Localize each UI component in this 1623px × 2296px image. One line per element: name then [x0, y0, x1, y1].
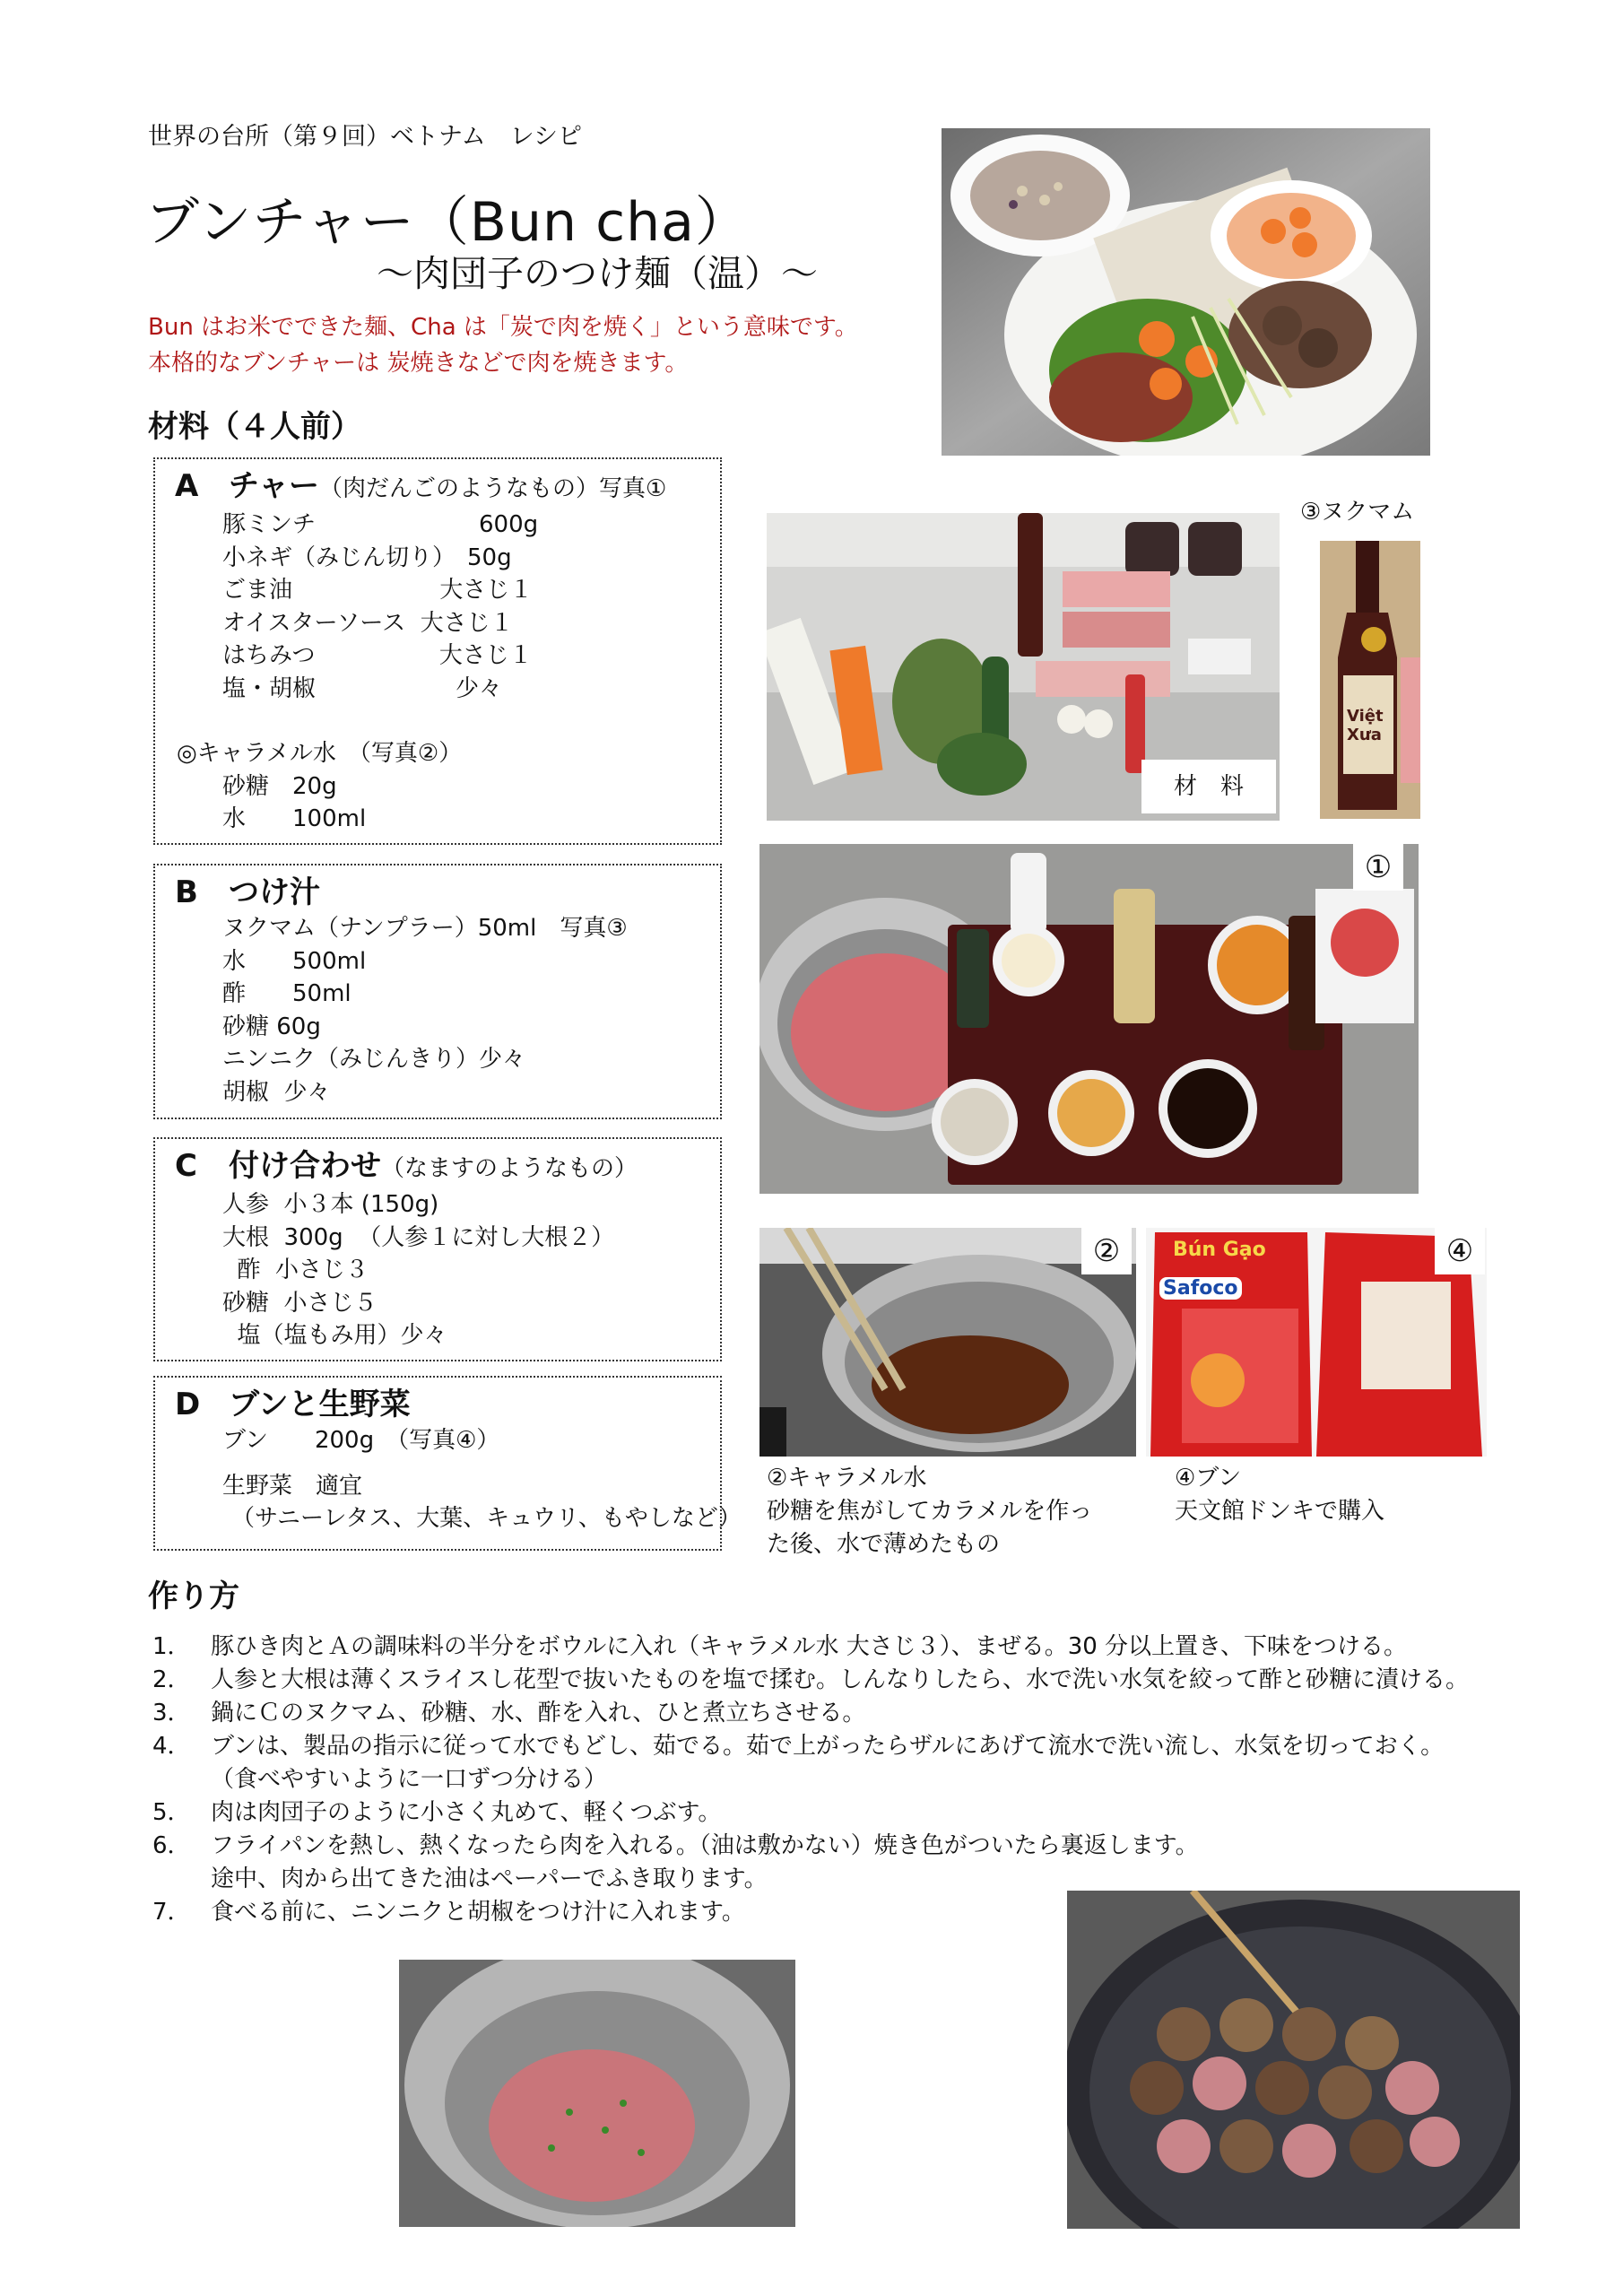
- nuoc-mam-bottle-illustration: [1320, 541, 1420, 819]
- nuoc-mam-label: ③ヌクマム: [1300, 499, 1415, 526]
- step-item: [152, 1697, 1551, 1730]
- step-item: [152, 1730, 1551, 1763]
- caramel-water-items: [155, 770, 720, 836]
- seasoning-tray-illustration: [759, 844, 1419, 1194]
- step-text: 人参と大根は薄くスライスし花型で抜いたものを塩で揉む。しんなりしたら、水で洗い水気を絞って酢と砂糖に漬ける。: [211, 1666, 1469, 1693]
- section-name: つけ汁: [229, 874, 320, 910]
- noodle-maker-text: Safoco: [1159, 1277, 1242, 1300]
- section-a-items: [155, 509, 720, 705]
- ingredients-photo-label: 材 料: [1141, 760, 1276, 813]
- page-subtitle: ～肉団子のつけ麺（温）～: [377, 252, 818, 295]
- section-letter: C: [175, 1148, 197, 1184]
- ingredient-item: 人参 小３本 (150g): [222, 1191, 439, 1218]
- nuoc-mam-bottle-photo: [1320, 541, 1420, 819]
- caption-line: 砂糖を焦がしてカラメルを作っ: [767, 1498, 1093, 1525]
- ingredient-item: 生野菜 適宜: [222, 1472, 363, 1500]
- step-number: 2．: [152, 1666, 191, 1693]
- ingredient-item: はちみつ 大さじ１: [222, 642, 533, 669]
- ingredients-heading: 材料（４人前）: [148, 409, 361, 445]
- ingredient-item: 水 100ml: [222, 805, 367, 832]
- frying-pan-photo: [1067, 1891, 1520, 2229]
- seasoning-tray-photo: [759, 844, 1419, 1194]
- step-text: 肉は肉団子のように小さく丸めて、軽くつぶす。: [211, 1799, 722, 1826]
- caption-line: 天文館ドンキで購入: [1175, 1498, 1385, 1525]
- section-d-heading: [155, 1385, 720, 1424]
- ingredient-item: 塩・胡椒 少々: [222, 674, 503, 702]
- intro-text: [148, 309, 858, 381]
- caption-bun: [1175, 1462, 1384, 1528]
- step-continuation: 途中、肉から出てきた油はペーパーでふき取ります。: [211, 1866, 768, 1892]
- caption-line: ④ブン: [1175, 1465, 1242, 1492]
- section-note: （なますのようなもの）: [381, 1155, 638, 1182]
- caramel-water-photo: [759, 1228, 1136, 1457]
- intro-line: 本格的なブンチャーは 炭焼きなどで肉を焼きます。: [148, 350, 689, 377]
- caption-caramel-water: [767, 1462, 1092, 1561]
- caption-line: ②キャラメル水: [767, 1465, 927, 1492]
- ingredient-item: 塩（塩もみ用）少々: [222, 1322, 447, 1349]
- step-text: 鍋にＣのヌクマム、砂糖、水、酢を入れ、ひと煮立ちさせる。: [211, 1700, 866, 1726]
- finished-dish-photo: [942, 128, 1430, 456]
- step-item: [152, 1664, 1551, 1697]
- ingredients-photo: [767, 513, 1280, 821]
- caramel-water-title: ◎キャラメル水 （写真②）: [177, 740, 463, 767]
- section-letter: B: [175, 874, 198, 910]
- photo-badge-2: ②: [1081, 1228, 1132, 1274]
- ingredient-item: 酢 50ml: [222, 980, 352, 1007]
- step-text: ブンは、製品の指示に従って水でもどし、茹でる。茹で上がったらザルにあげて流水で洗い流し、水気を切っておく。: [211, 1733, 1445, 1760]
- noodle-brand-text: Bún Gạo: [1173, 1239, 1266, 1261]
- ingredient-item: 酢 小さじ３: [222, 1257, 369, 1283]
- ingredient-item: ごま油 大さじ１: [222, 577, 534, 604]
- ingredient-item: ブン 200g （写真④）: [222, 1427, 500, 1454]
- section-name: 付け合わせ: [229, 1148, 381, 1184]
- ingredient-box-a: [153, 457, 722, 845]
- photo-badge-4: ④: [1435, 1228, 1485, 1274]
- ingredient-box-b: [153, 864, 722, 1119]
- section-d-items: [155, 1424, 742, 1535]
- ingredient-item: （サニーレタス、大葉、キュウリ、もやしなど）: [231, 1505, 742, 1532]
- step-number: 5．: [152, 1799, 191, 1826]
- ingredient-item: 水 500ml: [222, 947, 367, 975]
- ingredient-item: 砂糖 60g: [222, 1013, 321, 1040]
- ingredient-item: ヌクマム（ナンプラー）50ml 写真③: [222, 915, 628, 942]
- bottle-brand-text: Việt Xưa: [1347, 707, 1384, 744]
- intro-line: Bun はお米でできた麺、Cha は「炭で肉を焼く」という意味です。: [148, 314, 858, 341]
- mixing-bowl-illustration: [399, 1960, 795, 2227]
- method-heading: 作り方: [148, 1578, 239, 1614]
- step-text: フライパンを熱し、熱くなったら肉を入れる。（油は敷かない）焼き色がついたら裏返します。: [211, 1832, 1199, 1859]
- section-note: （肉だんごのようなもの）写真①: [318, 475, 667, 502]
- method-steps: [152, 1631, 1551, 1929]
- step-number: 7．: [152, 1899, 191, 1926]
- ingredient-item: オイスターソース 大さじ１: [222, 609, 514, 637]
- finished-dish-illustration: [942, 128, 1430, 456]
- section-name: ブンと生野菜: [229, 1387, 411, 1422]
- photo-badge-1: ①: [1353, 844, 1403, 891]
- step-continuation: （食べやすいように一口ずつ分ける）: [211, 1766, 608, 1793]
- ingredient-item: ニンニク（みじんきり）少々: [222, 1046, 526, 1073]
- step-number: 4．: [152, 1733, 191, 1760]
- section-b-heading: [155, 873, 720, 912]
- section-c-heading: [155, 1146, 720, 1188]
- ingredient-item: 胡椒 少々: [222, 1078, 331, 1106]
- step-text: 豚ひき肉とＡの調味料の半分をボウルに入れ（キャラメル水 大さじ３）、まぜる。30 分以上置き、下味をつける。: [211, 1633, 1408, 1660]
- ingredient-box-d: [153, 1376, 742, 1551]
- step-number: 1．: [152, 1633, 191, 1660]
- step-item: [152, 1830, 1551, 1863]
- section-letter: D: [175, 1387, 201, 1422]
- ingredient-item: 砂糖 20g: [222, 772, 337, 800]
- mixing-bowl-photo: [399, 1960, 795, 2227]
- step-item: [152, 1631, 1551, 1664]
- ingredient-item: 大根 300g （人参１に対し大根２）: [222, 1223, 615, 1251]
- section-a-heading: [155, 466, 720, 509]
- step-item: [152, 1796, 1551, 1830]
- caption-line: た後、水で薄めたもの: [767, 1531, 1001, 1558]
- page-title: ブンチャー（Bun cha）: [145, 191, 750, 254]
- ingredient-item: 豚ミンチ 600g: [222, 511, 539, 538]
- caramel-water-illustration: [759, 1228, 1136, 1457]
- section-c-items: [155, 1188, 720, 1352]
- section-b-items: [155, 912, 720, 1109]
- frying-pan-illustration: [1067, 1891, 1520, 2229]
- ingredient-item: 小ネギ（みじん切り） 50g: [222, 544, 512, 571]
- ingredient-box-c: [153, 1137, 722, 1361]
- step-text: 食べる前に、ニンニクと胡椒をつけ汁に入れます。: [211, 1899, 745, 1926]
- bun-noodles-photo: [1146, 1228, 1487, 1457]
- ingredient-item: 砂糖 小さじ５: [222, 1289, 378, 1317]
- section-letter: A: [175, 468, 199, 504]
- step-number: 6．: [152, 1832, 191, 1859]
- page-header: 世界の台所（第９回）ベトナム レシピ: [148, 123, 582, 151]
- step-number: 3．: [152, 1700, 191, 1726]
- section-name: チャー: [229, 468, 319, 504]
